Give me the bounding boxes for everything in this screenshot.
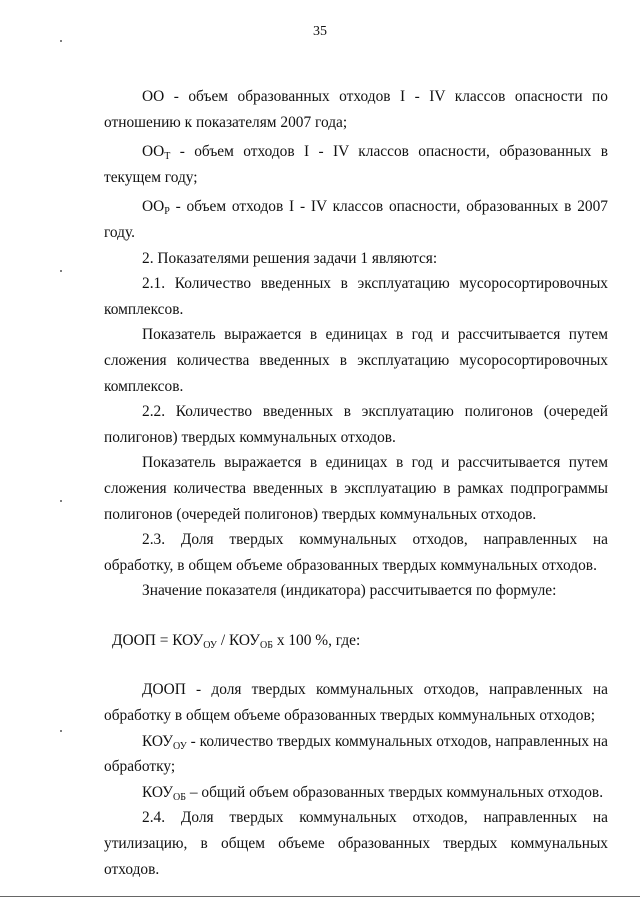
symbol-subscript: Р: [164, 206, 170, 218]
formula-part: / КОУ: [217, 631, 260, 649]
symbol: КОУ: [142, 783, 174, 801]
margin-mark: [60, 270, 62, 272]
paragraph-2-3: 2.3. Доля твердых коммунальных отходов, направленных на обработку, в общем объеме образованных твердых коммунальных отходов.: [104, 531, 608, 574]
formula-part: ДООП = КОУ: [112, 631, 204, 649]
paragraph-oot-definition: [104, 139, 608, 190]
formula-part: х 100 %, где:: [272, 631, 361, 649]
definition-text: - объем отходов I - IV классов опасности, образованных в 2007 году.: [104, 198, 608, 241]
formula-subscript: ОУ: [203, 639, 217, 651]
margin-mark: [60, 40, 62, 42]
symbol: ОО: [142, 198, 165, 216]
symbol-subscript: Т: [164, 151, 171, 163]
document-body: [104, 84, 608, 882]
margin-mark: [60, 730, 62, 732]
paragraph-2-4: 2.4. Доля твердых коммунальных отходов, направленных на утилизацию, в общем объеме образованных твердых коммунальных отходов.: [104, 809, 608, 878]
paragraph-2-2-calc: Показатель выражается в единицах в год и рассчитывается путем сложения количества введенных в эксплуатацию в рамках подпрограммы полигонов (очередей полигонов) твердых коммунальных отходов.: [104, 454, 608, 523]
definition-kou-ob: [104, 780, 608, 806]
formula: [104, 628, 608, 654]
paragraph-2-1: 2.1. Количество введенных в эксплуатацию мусоросортировочных комплексов.: [104, 275, 608, 318]
definition-text: – общий объем образованных твердых коммунальных отходов.: [186, 783, 604, 801]
page-number: 35: [313, 24, 327, 39]
formula-subscript: ОБ: [260, 639, 273, 651]
definition-text: - объем отходов I - IV классов опасности, образованных в текущем году;: [104, 143, 608, 186]
symbol-subscript: ОУ: [173, 740, 187, 752]
paragraph-oor-definition: [104, 194, 608, 245]
paragraph-2-1-calc: Показатель выражается в единицах в год и рассчитывается путем сложения количества введенных в эксплуатацию мусоросортировочных комплексов.: [104, 326, 608, 395]
symbol: КОУ: [142, 732, 174, 750]
definition-doop: ДООП - доля твердых коммунальных отходов, направленных на обработку в общем объеме образованных твердых коммунальных отходов;: [104, 681, 608, 725]
margin-mark: [60, 500, 62, 502]
page-bottom-edge: [0, 896, 640, 897]
paragraph-oo-definition: ОО - объем образованных отходов I - IV классов опасности по отношению к показателям 2007 года;: [104, 88, 608, 131]
symbol-subscript: ОБ: [173, 791, 186, 803]
paragraph-formula-intro: Значение показателя (индикатора) рассчитывается по формуле:: [142, 582, 557, 600]
paragraph-2-2: 2.2. Количество введенных в эксплуатацию полигонов (очередей полигонов) твердых коммунальных отходов.: [104, 403, 608, 446]
symbol: ОО: [142, 143, 165, 161]
definition-text: - количество твердых коммунальных отходов, направленных на обработку;: [104, 732, 608, 776]
paragraph-task1-indicators: 2. Показателями решения задачи 1 являются:: [142, 249, 438, 267]
definition-kou-ou: [104, 729, 608, 780]
